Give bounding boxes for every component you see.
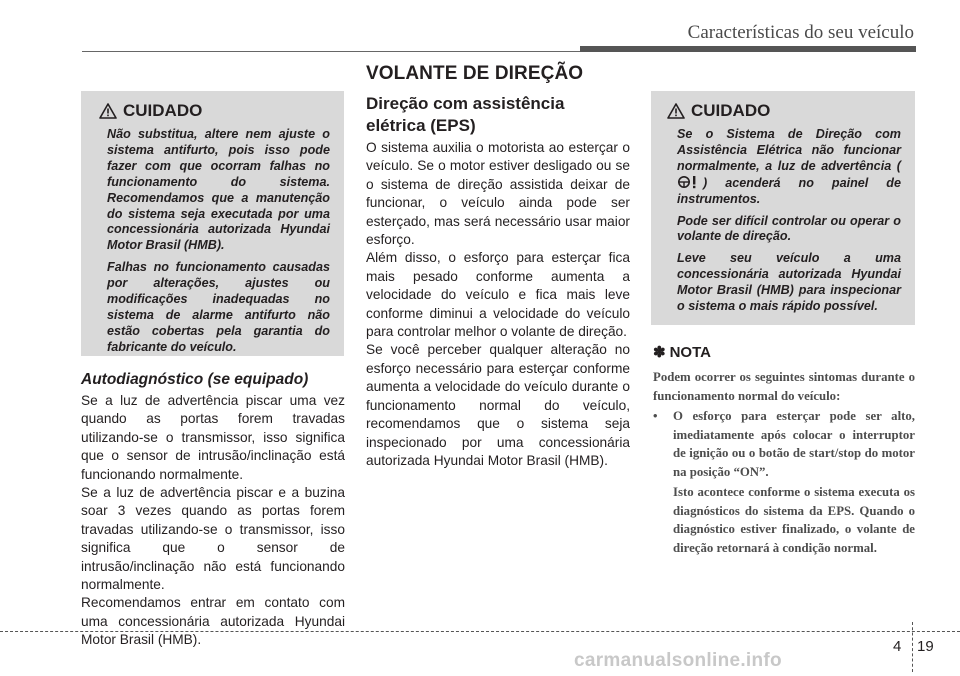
nota-paragraph: Isto acontece conforme o sistema executa os diagnósticos do sistema da EPS. Quando o diagnóstico estiver finalizado, o volante de direção retornará à condição normal. bbox=[673, 485, 915, 555]
running-header: Características do seu veículo bbox=[687, 22, 914, 43]
section-title: VOLANTE DE DIREÇÃO bbox=[366, 63, 584, 84]
caution-heading-text: CUIDADO bbox=[123, 101, 203, 120]
caution-paragraph: Falhas no funcionamento causadas por alterações, ajustes ou modificações inadequadas no sistema de alarme antifurto não estão cobertas pela garantia do fabricante do veículo. bbox=[107, 260, 330, 354]
warning-triangle-icon bbox=[99, 103, 117, 119]
list-item-body bbox=[673, 407, 915, 557]
nota-heading-text: NOTA bbox=[669, 343, 711, 361]
body-paragraph: Além disso, o esforço para esterçar fica mais pesado conforme aumenta a velocidade do veículo e fica mais leve conforme diminui a velocidade do veículo para controlar melhor o volante de direção. bbox=[366, 250, 630, 340]
caution-heading bbox=[667, 101, 901, 121]
caution-paragraph: Leve seu veículo a uma concessionária autorizada Hyundai Motor Brasil (HMB) para inspecionar o sistema o mais rápido possível. bbox=[677, 251, 901, 314]
caution-text: ) acenderá no painel de instrumentos. bbox=[677, 175, 901, 206]
bullet-icon: • bbox=[653, 409, 658, 423]
body-paragraph: Recomendamos entrar em contato com uma concessionária autorizada Hyundai Motor Brasil (HMB). bbox=[81, 595, 345, 648]
body-paragraph: Se você perceber qualquer alteração no esforço necessário para esterçar conforme aumenta a velocidade do veículo durante o funcionamento normal do veículo, recomendamos que o sistema seja inspecionado por uma concessionária autorizada Hyundai Motor Brasil (HMB). bbox=[366, 342, 630, 468]
caution-box-antitheft bbox=[81, 91, 344, 356]
page-number: 19 bbox=[917, 638, 934, 655]
caution-paragraph bbox=[677, 127, 901, 208]
chapter-number: 4 bbox=[893, 638, 902, 655]
autodiagnostico-body bbox=[81, 392, 345, 650]
warning-triangle-icon bbox=[667, 103, 685, 119]
eps-heading: Direção com assistência elétrica (EPS) bbox=[366, 94, 565, 135]
caution-paragraph: Pode ser difícil controlar ou operar o volante de direção. bbox=[677, 213, 901, 244]
asterisk-icon: ✽ bbox=[653, 344, 666, 361]
eps-body bbox=[366, 139, 630, 470]
body-paragraph: Se a luz de advertência piscar uma vez quando as portas forem travadas utilizando-se o transmissor, isso significa que o sensor de intrusão/inclinação está funcionando normalmente. bbox=[81, 393, 345, 482]
footer-rule bbox=[0, 631, 960, 632]
caution-heading-text: CUIDADO bbox=[691, 101, 771, 120]
watermark: carmanualsonline.info bbox=[574, 650, 782, 671]
body-paragraph: Se a luz de advertência piscar e a buzina soar 3 vezes quando as portas forem travadas utilizando-se o transmissor, isso significa que o sensor de intrusão/inclinação não está funcionando normalmente. bbox=[81, 485, 345, 593]
steering-warning-icon bbox=[677, 175, 703, 189]
caution-text: Se o Sistema de Direção com Assistência Elétrica não funcionar normalmente, a luz de advertência ( bbox=[677, 127, 901, 173]
autodiagnostico-heading: Autodiagnóstico (se equipado) bbox=[81, 371, 309, 388]
nota-body bbox=[653, 368, 915, 557]
caution-paragraph: Não substitua, altere nem ajuste o sistema antifurto, pois isso pode fazer com que ocorram falhas no funcionamento do sistema. Recomendamos que a manutenção do sistema seja executada por uma concessionária autorizada Hyundai Motor Brasil (HMB). bbox=[107, 127, 330, 253]
nota-heading bbox=[653, 343, 711, 361]
body-paragraph: O sistema auxilia o motorista ao esterçar o veículo. Se o motor estiver desligado ou se o sistema de direção assistida deixar de funcionar, o veículo ainda pode ser esterçado, mas será necessário usar maior esforço. bbox=[366, 140, 630, 248]
caution-box-eps bbox=[651, 91, 915, 325]
list-item bbox=[653, 407, 915, 557]
caution-heading bbox=[99, 101, 330, 121]
footer-divider bbox=[912, 622, 913, 672]
nota-intro: Podem ocorrer os seguintes sintomas durante o funcionamento normal do veículo: bbox=[653, 370, 915, 403]
nota-paragraph: O esforço para esterçar pode ser alto, imediatamente após colocar o interruptor de ignição ou o botão de start/stop do motor na posição “ON”. bbox=[673, 409, 915, 479]
header-rule-bar bbox=[580, 46, 916, 52]
